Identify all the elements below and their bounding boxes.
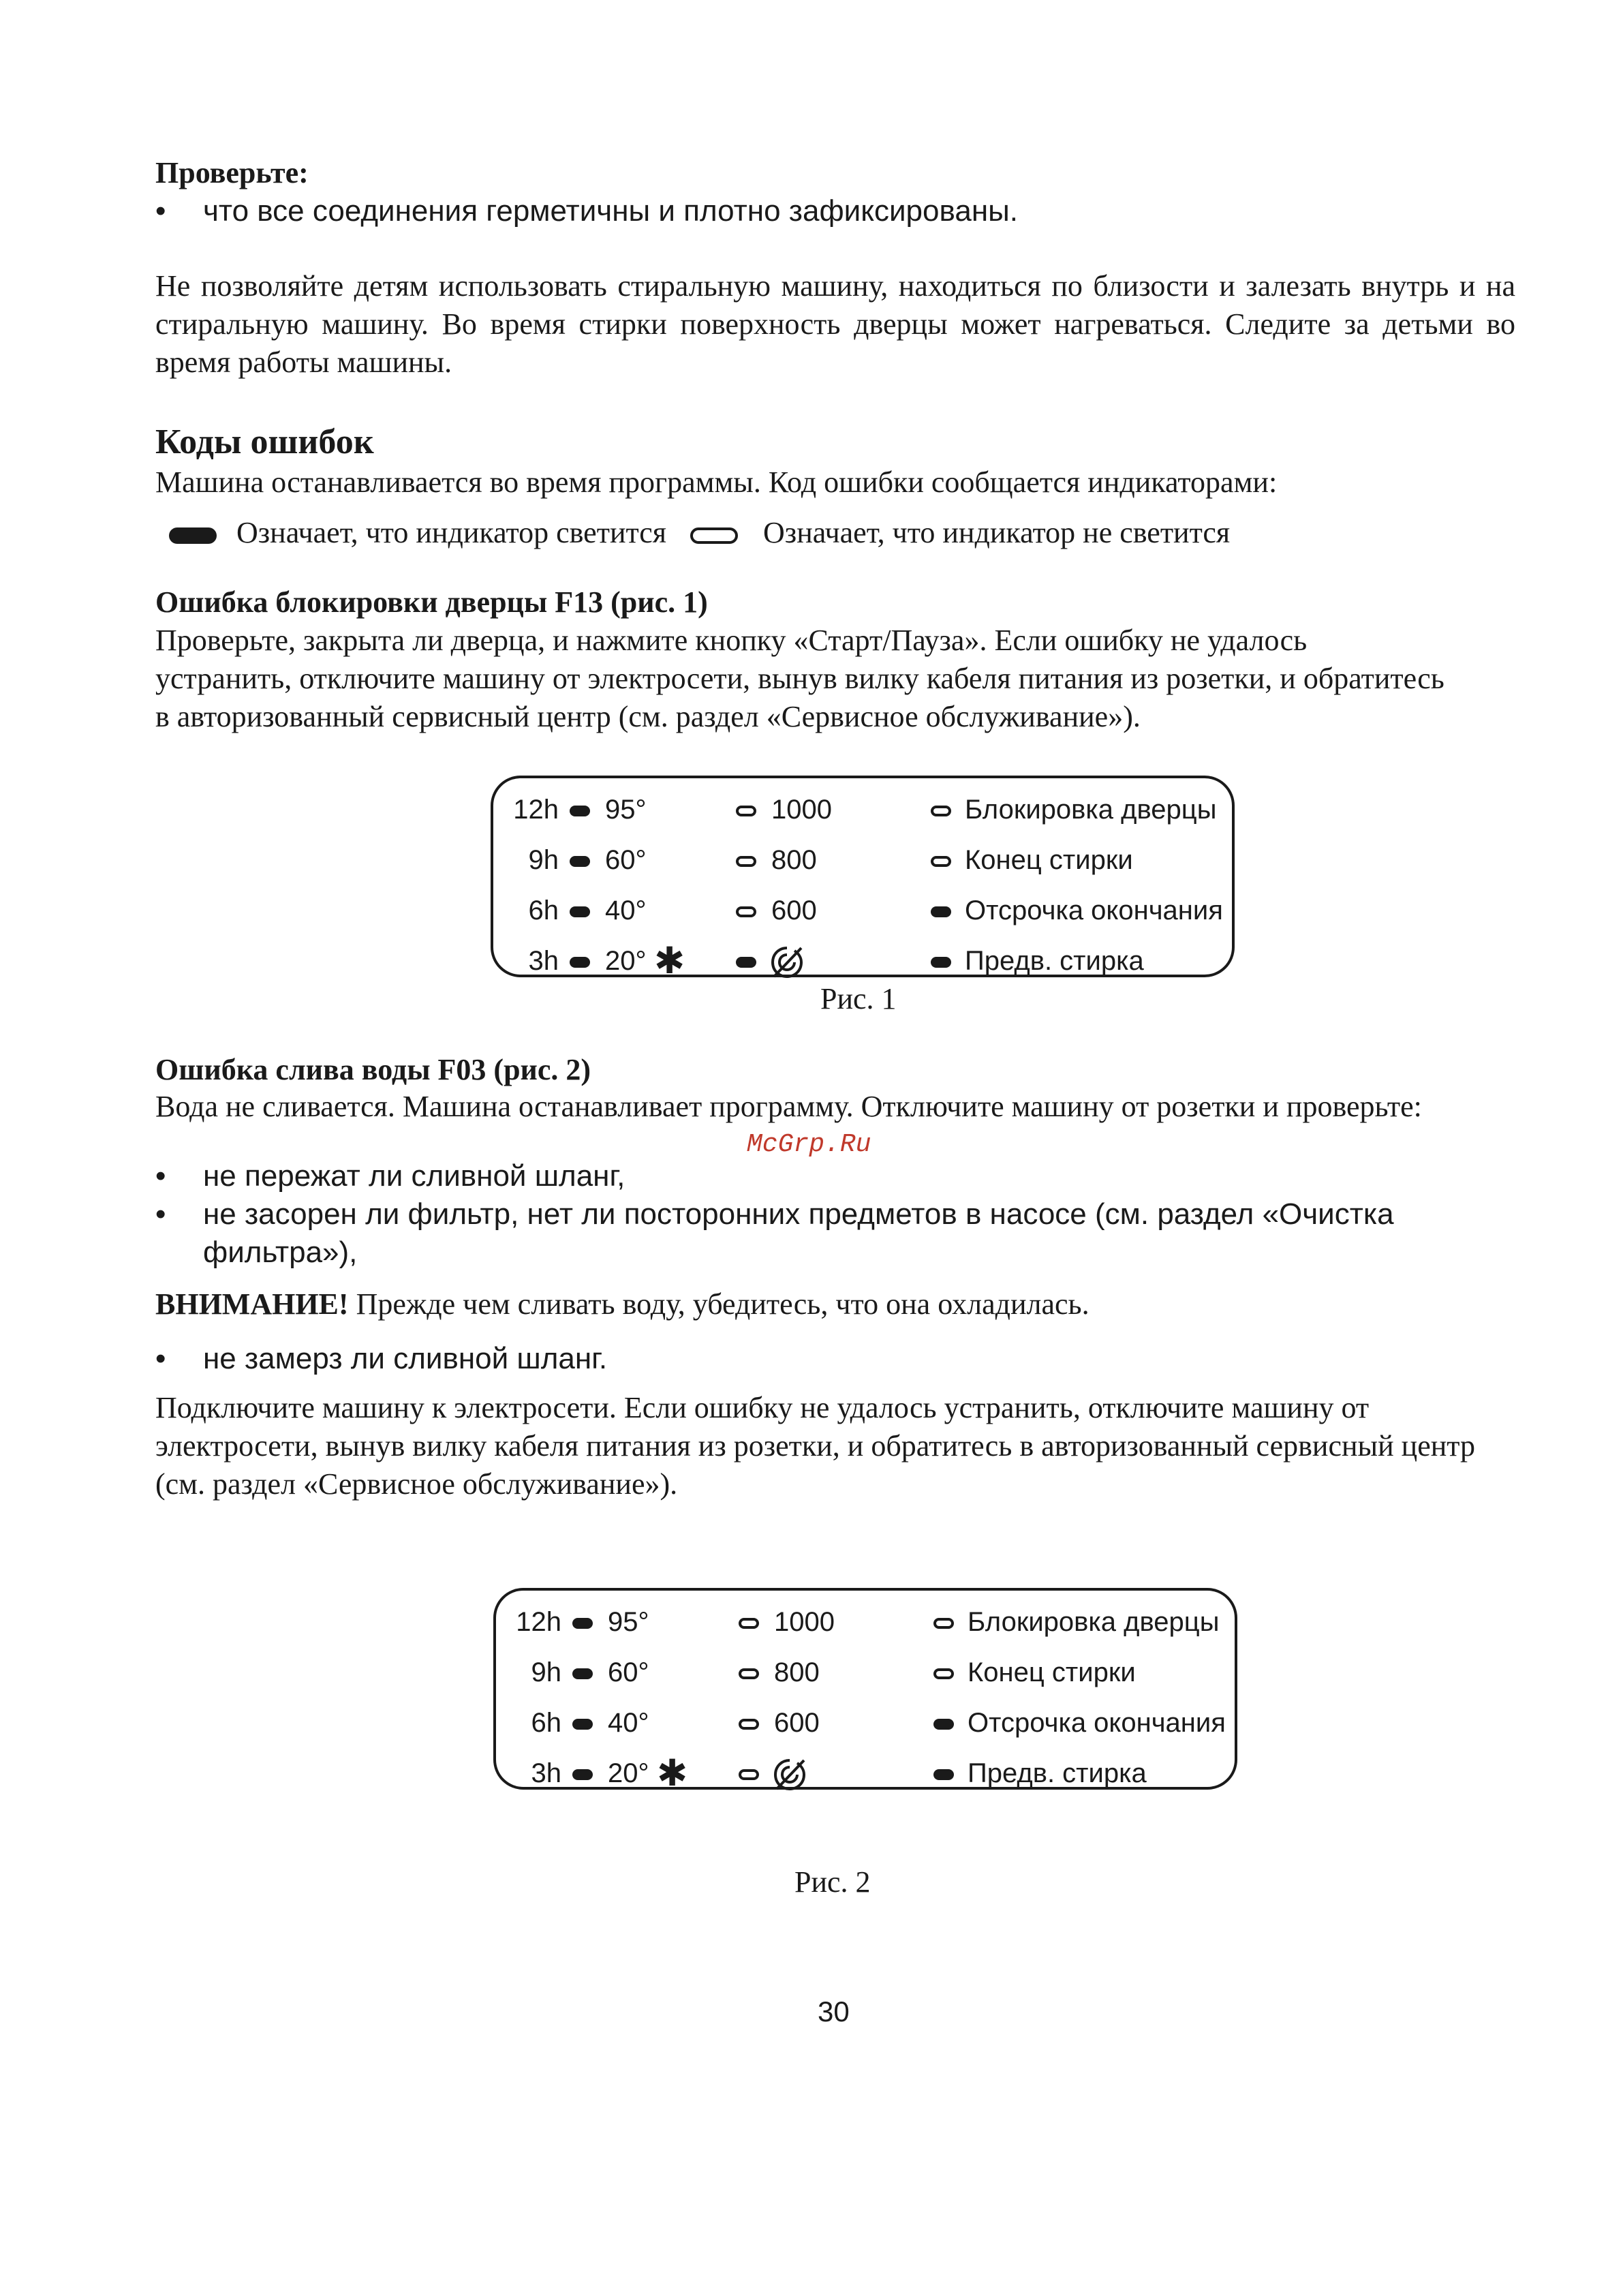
- temp-led-on-icon: [570, 906, 590, 917]
- cold-wash-icon: ✱: [657, 1753, 688, 1794]
- spin-led-off-icon: [736, 856, 756, 867]
- panel-row: [496, 1652, 1235, 1693]
- status-led-off-icon: [931, 806, 951, 816]
- spin-led-off-icon: [736, 806, 756, 816]
- status-label: Блокировка дверцы: [965, 795, 1217, 825]
- hour-label: 6h: [531, 1708, 561, 1738]
- hour-label: 12h: [513, 795, 559, 825]
- spin-led-off-icon: [739, 1668, 759, 1679]
- temp-label: 40°: [605, 896, 647, 925]
- spin-led-on-icon: [736, 957, 756, 968]
- figure-1-caption: Рис. 1: [820, 982, 897, 1015]
- panel-row: [493, 840, 1232, 881]
- figure-2-caption: Рис. 2: [794, 1865, 871, 1899]
- status-led-on-icon: [931, 906, 951, 917]
- f03-title: Ошибка слива воды F03 (рис. 2): [155, 1053, 591, 1086]
- temp-led-on-icon: [572, 1668, 593, 1679]
- f03-warning-text: Прежде чем сливать воду, убедитесь, что она охладилась.: [348, 1287, 1089, 1321]
- spin-led-off-icon: [739, 1719, 759, 1730]
- error-codes-intro: Машина останавливается во время программы. Код ошибки сообщается индикаторами:: [155, 465, 1278, 499]
- children-warning: Не позволяйте детям использовать стиральную машину, находиться по близости и залезать внутрь и на стиральную машину. Во время стирки поверхность дверцы может нагреваться. Следите за детьми во время работы машины.: [155, 269, 1515, 379]
- legend-off-text: Означает, что индикатор не светится: [763, 516, 1231, 549]
- status-label: Предв. стирка: [965, 946, 1144, 976]
- f03-bullet-2: • не засорен ли фильтр, нет ли посторонних предметов в насосе (см. раздел «Очистка фильтра»),: [155, 1195, 1559, 1272]
- status-label: Конец стирки: [965, 845, 1133, 875]
- temp-led-on-icon: [572, 1719, 593, 1730]
- spin-led-off-icon: [739, 1769, 759, 1780]
- f03-bullet-2-text: не засорен ли фильтр, нет ли посторонних предметов в насосе (см. раздел «Очистка фильтра»),: [203, 1197, 1394, 1269]
- f03-warning: [155, 1285, 1089, 1323]
- temp-led-on-icon: [570, 957, 590, 968]
- hour-label: 12h: [516, 1607, 561, 1637]
- panel-row: [493, 890, 1232, 931]
- f03-warning-label: ВНИМАНИЕ!: [155, 1287, 349, 1321]
- status-label: Блокировка дверцы: [968, 1607, 1220, 1637]
- legend-off-icon: [690, 527, 738, 544]
- f03-bullet-1: • не пережат ли сливной шланг,: [155, 1157, 1559, 1195]
- panel-row: [496, 1702, 1235, 1743]
- hour-label: 9h: [531, 1657, 561, 1687]
- temp-led-on-icon: [570, 806, 590, 816]
- f03-text: Вода не сливается. Машина останавливает программу. Отключите машину от розетки и проверьте:: [155, 1090, 1422, 1123]
- legend: [169, 514, 1230, 552]
- spin-label: 1000: [774, 1607, 835, 1637]
- legend-on-text: Означает, что индикатор светится: [236, 516, 667, 549]
- f03-bullet-1-text: не пережат ли сливной шланг,: [203, 1159, 625, 1193]
- spin-label: 800: [774, 1657, 820, 1687]
- status-led-off-icon: [933, 1668, 954, 1679]
- f03-final-text: Подключите машину к электросети. Если ошибку не удалось устранить, отключите машину от электросети, вынув вилку кабеля питания из розетки, и обратитесь в авторизованный сервисный центр (см. раздел «Сервисное обслуживание»).: [155, 1391, 1476, 1501]
- no-spin-icon: [769, 940, 805, 981]
- no-spin-icon: [771, 1753, 808, 1794]
- page-number: 30: [818, 1995, 850, 2027]
- spin-led-off-icon: [739, 1618, 759, 1629]
- hour-label: 9h: [528, 845, 559, 875]
- spin-label: 1000: [771, 795, 832, 825]
- watermark: McGrp.Ru: [747, 1130, 871, 1159]
- control-panel-figure-2: [493, 1588, 1237, 1794]
- status-led-on-icon: [931, 957, 951, 968]
- hour-label: 3h: [531, 1758, 561, 1788]
- check-heading: Проверьте:: [155, 156, 309, 189]
- spin-led-off-icon: [736, 906, 756, 917]
- status-led-on-icon: [933, 1719, 954, 1730]
- status-led-off-icon: [931, 856, 951, 867]
- hour-label: 6h: [528, 896, 559, 925]
- check-bullet-text: что все соединения герметичны и плотно зафиксированы.: [203, 194, 1018, 228]
- panel-row: [496, 1753, 1235, 1794]
- f13-text: Проверьте, закрыта ли дверца, и нажмите кнопку «Старт/Пауза». Если ошибку не удалось устранить, отключите машину от электросети, вынув вилку кабеля питания из розетки, и обратитесь в авторизованный сервисный центр (см. раздел «Сервисное обслуживание»).: [155, 624, 1444, 733]
- f03-bullet-3: • не замерз ли сливной шланг.: [155, 1340, 1559, 1378]
- error-codes-title: Коды ошибок: [155, 423, 374, 461]
- panel-row: [493, 789, 1232, 830]
- temp-label: 20°: [605, 946, 647, 976]
- temp-label: 20°: [608, 1758, 649, 1788]
- temp-label: 95°: [608, 1607, 649, 1637]
- spin-label: 800: [771, 845, 817, 875]
- legend-on-icon: [169, 527, 217, 544]
- control-panel-figure-1: [491, 776, 1235, 981]
- status-led-off-icon: [933, 1618, 954, 1629]
- cold-wash-icon: ✱: [654, 940, 685, 981]
- hour-label: 3h: [528, 946, 559, 976]
- temp-label: 40°: [608, 1708, 649, 1738]
- temp-led-on-icon: [572, 1618, 593, 1629]
- status-led-on-icon: [933, 1769, 954, 1780]
- status-label: Конец стирки: [968, 1657, 1136, 1687]
- f03-bullet-3-text: не замерз ли сливной шланг.: [203, 1342, 608, 1375]
- panel-row: [493, 940, 1232, 981]
- check-bullet: • что все соединения герметичны и плотно зафиксированы.: [155, 192, 1559, 230]
- status-label: Отсрочка окончания: [968, 1708, 1226, 1738]
- status-label: Отсрочка окончания: [965, 896, 1223, 925]
- temp-label: 60°: [605, 845, 647, 875]
- panel-row: [496, 1602, 1235, 1642]
- temp-led-on-icon: [570, 856, 590, 867]
- spin-label: 600: [771, 896, 817, 925]
- temp-led-on-icon: [572, 1769, 593, 1780]
- status-label: Предв. стирка: [968, 1758, 1147, 1788]
- spin-label: 600: [774, 1708, 820, 1738]
- temp-label: 60°: [608, 1657, 649, 1687]
- f13-title: Ошибка блокировки дверцы F13 (рис. 1): [155, 585, 708, 619]
- temp-label: 95°: [605, 795, 647, 825]
